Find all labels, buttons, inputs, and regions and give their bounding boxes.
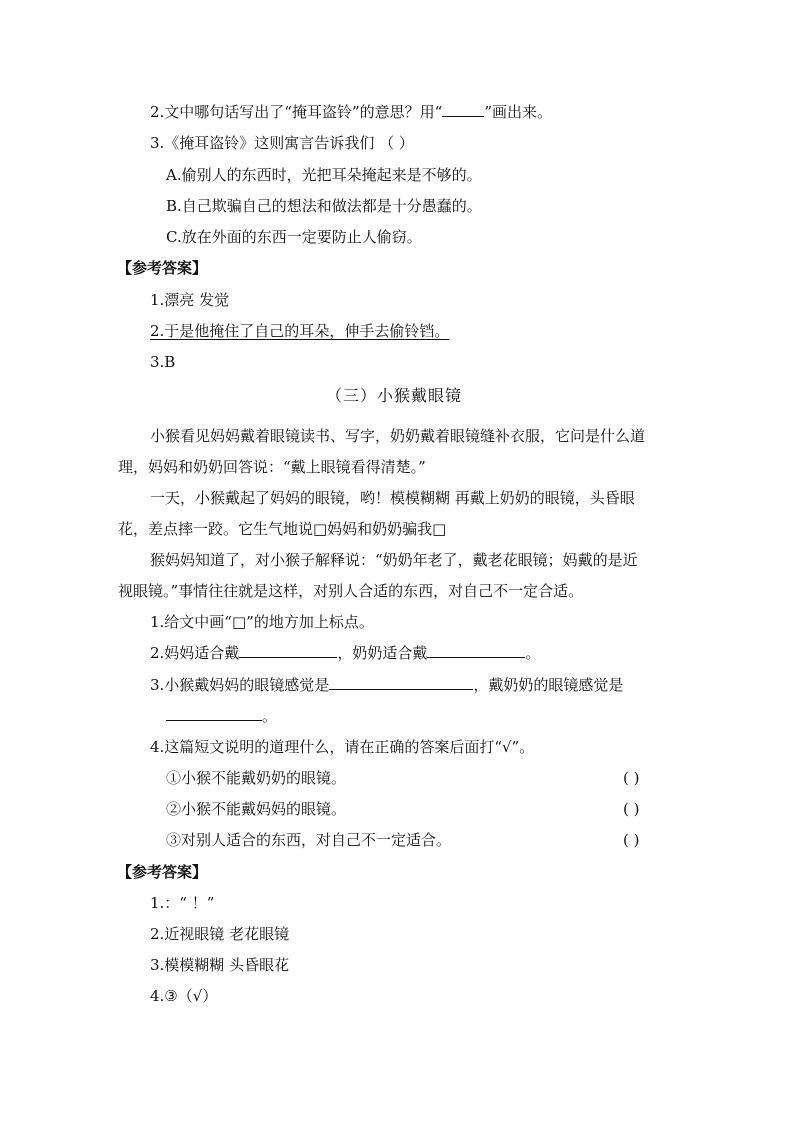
answer-1-item-3: 3.B <box>150 353 176 371</box>
exercise-3-part-c: 。 <box>262 707 278 725</box>
paragraph-3-line-1: 猴妈妈知道了，对小猴子解释说：“奶奶年老了，戴老花眼镜；妈戴的是近 <box>150 551 638 569</box>
paragraph-2-line-1: 一天，小猴戴起了妈妈的眼镜，哟！模模糊糊 再戴上奶奶的眼镜，头昏眼 <box>150 489 635 507</box>
exercise-3-blank-1 <box>329 675 473 690</box>
paragraph-1-line-2: 理，妈妈和奶奶回答说：“戴上眼镜看得清楚。” <box>118 458 426 476</box>
section-title: （三）小猴戴眼镜 <box>326 386 463 405</box>
paragraph-2-line-2: 花，差点摔一跤。它生气地说□妈妈和奶奶骗我□ <box>118 520 447 538</box>
exercise-2-blank-1 <box>239 643 337 658</box>
answer-1-item-1: 1.漂亮 发觉 <box>150 291 230 309</box>
answer-heading-2: 【参考答案】 <box>117 863 208 881</box>
choice-3-parentheses: ( ) <box>623 831 640 849</box>
choice-1-parentheses: ( ) <box>623 769 640 787</box>
answer-heading-1: 【参考答案】 <box>117 259 208 277</box>
question-2-prefix: 2.文中哪句话写出了“掩耳盗铃”的意思？用“ <box>150 103 443 121</box>
exercise-3-part-b: ，戴奶奶的眼镜感觉是 <box>473 676 624 694</box>
question-2-blank <box>442 102 484 117</box>
exercise-3-part-a: 3.小猴戴妈妈的眼镜感觉是 <box>150 676 330 694</box>
exercise-2-part-b: ，奶奶适合戴 <box>337 644 428 662</box>
answer-1-item-2: 2.于是他掩住了自己的耳朵，伸手去偷铃铛。 <box>150 322 450 340</box>
exercise-2-part-a: 2.妈妈适合戴 <box>150 644 240 662</box>
choice-1: ①小猴不能戴奶奶的眼镜。 <box>166 769 347 787</box>
exercise-2-blank-2 <box>427 643 525 658</box>
exercise-2 <box>150 643 540 663</box>
choice-3: ③对别人适合的东西，对自己不一定适合。 <box>166 831 452 849</box>
exercise-2-part-c: 。 <box>525 644 541 662</box>
option-a: A.偷别人的东西时，光把耳朵掩起来是不够的。 <box>166 166 482 184</box>
answer-2-item-2: 2.近视眼镜 老花眼镜 <box>150 925 290 943</box>
paragraph-1-line-1: 小猴看见妈妈戴着眼镜读书、写字，奶奶戴着眼镜缝补衣服，它问是什么道 <box>150 427 646 445</box>
exercise-3 <box>150 675 623 695</box>
exercise-4: 4.这篇短文说明的道理什么，请在正确的答案后面打“√”。 <box>150 738 535 756</box>
choice-2: ②小猴不能戴妈妈的眼镜。 <box>166 800 347 818</box>
answer-2-item-4: 4.③（√） <box>150 987 218 1005</box>
question-2 <box>150 102 552 122</box>
question-3: 3.《掩耳盗铃》这则寓言告诉我们 （ ） <box>150 134 414 152</box>
exercise-3-blank-2 <box>166 706 262 721</box>
exercise-1: 1.给文中画“□”的地方加上标点。 <box>150 613 374 631</box>
answer-2-item-1: 1.：“ ！” <box>150 894 215 912</box>
paragraph-3-line-2: 视眼镜。”事情往往就是这样，对别人合适的东西，对自己不一定合适。 <box>118 582 584 600</box>
option-c: C.放在外面的东西一定要防止人偷窃。 <box>166 228 422 246</box>
choice-2-parentheses: ( ) <box>623 800 640 818</box>
exercise-3-continued <box>166 706 277 726</box>
question-2-suffix: ”画出来。 <box>484 103 552 121</box>
answer-2-item-3: 3.模模糊糊 头昏眼花 <box>150 956 290 974</box>
option-b: B.自己欺骗自己的想法和做法都是十分愚蠢的。 <box>166 197 482 215</box>
